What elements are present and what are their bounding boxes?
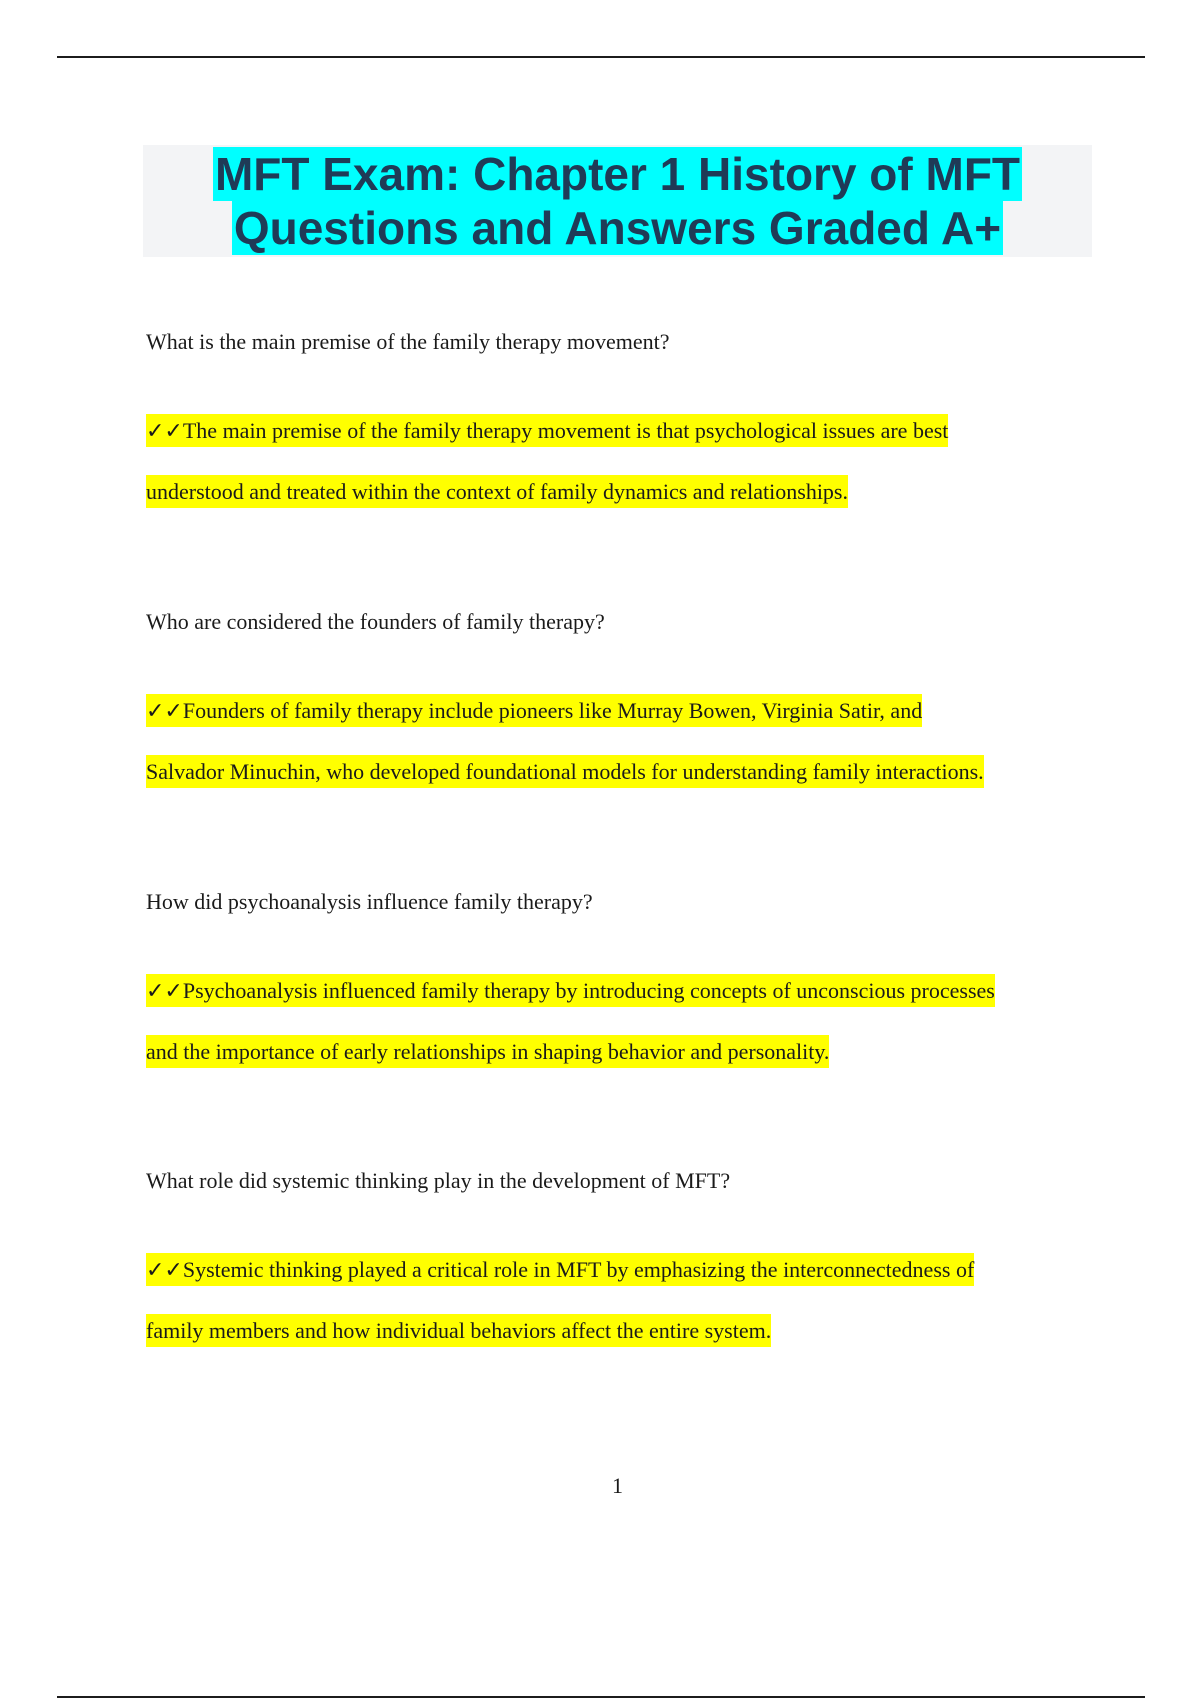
question-text: Who are considered the founders of family therapy? <box>146 609 605 634</box>
qa-item-4 <box>146 1167 1106 1361</box>
answer-line-1: ✓✓Psychoanalysis influenced family therapy by introducing concepts of unconscious processes <box>146 974 995 1007</box>
top-rule <box>57 56 1145 58</box>
page-number: 1 <box>612 1473 623 1498</box>
answer-line-2: Salvador Minuchin, who developed foundational models for understanding family interactions. <box>146 755 984 788</box>
document-title-line-1: MFT Exam: Chapter 1 History of MFT <box>214 148 1021 200</box>
qa-item-1 <box>146 328 1106 522</box>
answer-line-2: family members and how individual behaviors affect the entire system. <box>146 1314 771 1347</box>
answer-text <box>146 680 1106 802</box>
answer-text <box>146 960 1106 1082</box>
answer-line-1: ✓✓The main premise of the family therapy movement is that psychological issues are best <box>146 414 948 447</box>
answer-line-2: and the importance of early relationships in shaping behavior and personality. <box>146 1035 829 1068</box>
question-text: What role did systemic thinking play in the development of MFT? <box>146 1168 731 1193</box>
document-title-banner <box>143 145 1092 257</box>
qa-item-2 <box>146 608 1106 802</box>
answer-line-2: understood and treated within the context of family dynamics and relationships. <box>146 475 848 508</box>
answer-text <box>146 1239 1106 1361</box>
question-text: What is the main premise of the family therapy movement? <box>146 329 670 354</box>
answer-text <box>146 400 1106 522</box>
answer-line-1: ✓✓Systemic thinking played a critical role in MFT by emphasizing the interconnectedness of <box>146 1253 974 1286</box>
document-title-line-2: Questions and Answers Graded A+ <box>233 202 1002 254</box>
answer-line-1: ✓✓Founders of family therapy include pioneers like Murray Bowen, Virginia Satir, and <box>146 694 922 727</box>
bottom-rule <box>57 1696 1145 1698</box>
question-text: How did psychoanalysis influence family therapy? <box>146 889 593 914</box>
qa-item-3 <box>146 888 1106 1082</box>
